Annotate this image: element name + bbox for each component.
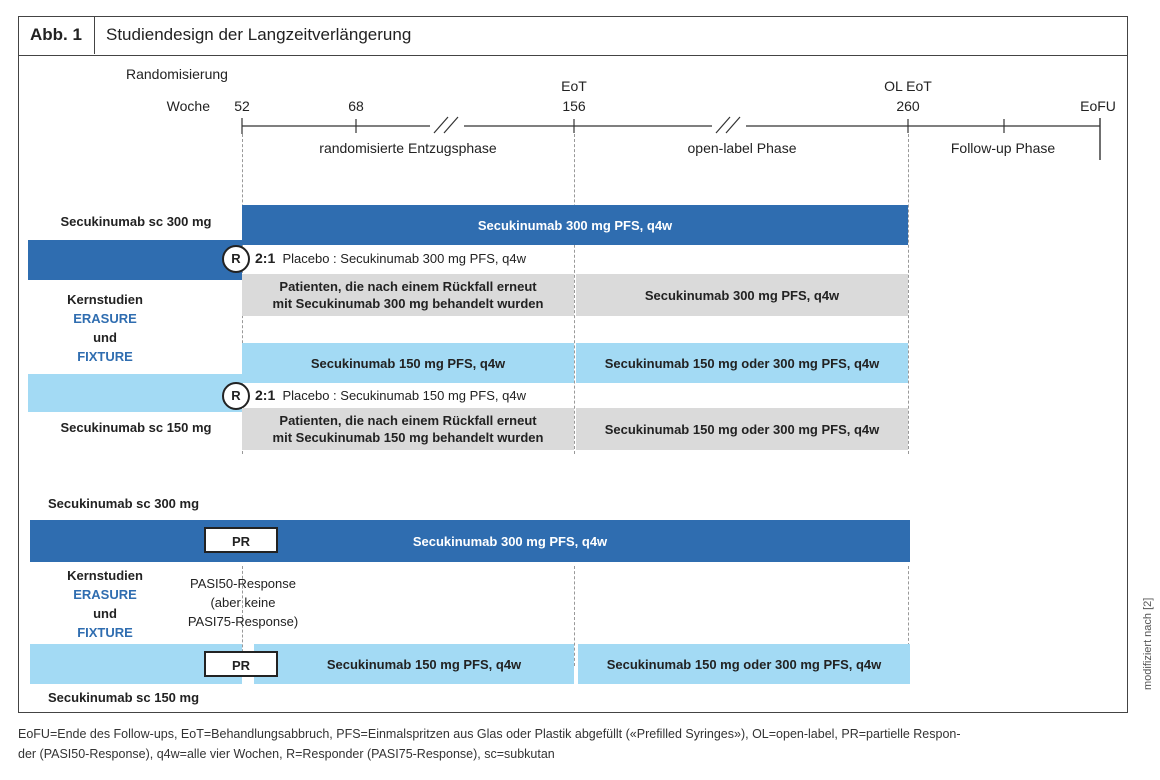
pr-arm-label-300: Secukinumab sc 300 mg bbox=[48, 496, 200, 511]
tick-top-ol-eot: OL EoT bbox=[884, 78, 932, 94]
arm-label-300: Secukinumab sc 300 mg bbox=[60, 214, 212, 229]
rand-text: Placebo : Secukinumab 300 mg PFS, q4w bbox=[282, 251, 526, 266]
phase-randomized-withdrawal: randomisierte Entzugsphase bbox=[319, 140, 497, 156]
phase-follow-up: Follow-up Phase bbox=[950, 140, 1056, 156]
core-studies-label bbox=[40, 290, 170, 366]
bar-relapse-150 bbox=[242, 408, 574, 450]
randomization-label: Randomisierung bbox=[126, 66, 228, 82]
pr-core-line1: Kernstudien bbox=[67, 568, 143, 583]
randomization-r-icon: R bbox=[222, 382, 250, 410]
pr-bar-300 bbox=[30, 520, 910, 562]
bar-relapse-150-open-label: Secukinumab 150 mg oder 300 mg PFS, q4w bbox=[576, 408, 908, 450]
guide-week-156 bbox=[574, 134, 575, 454]
relapse-300-line1: Patienten, die nach einem Rückfall erneut bbox=[279, 279, 537, 294]
pr-core-studies-label bbox=[40, 566, 170, 642]
tick-label-eofu: EoFU bbox=[1080, 98, 1116, 114]
pr-core-und: und bbox=[93, 606, 117, 621]
figure-title: Studiendesign der Langzeitverlängerung bbox=[106, 25, 412, 44]
core-bar-150 bbox=[28, 374, 242, 412]
pr-bar-150-text: Secukinumab 150 mg PFS, q4w bbox=[326, 656, 522, 672]
core-erasure: ERASURE bbox=[73, 311, 137, 326]
footnote-line2: der (PASI50-Response), q4w=alle vier Wochen, R=Responder (PASI75-Response), sc=subkutan bbox=[18, 747, 555, 761]
bar-secukinumab-150-open-label: Secukinumab 150 mg oder 300 mg PFS, q4w bbox=[576, 343, 908, 383]
randomization-300 bbox=[255, 250, 526, 266]
rand-ratio: 2:1 bbox=[255, 387, 276, 403]
relapse-150-line2: mit Secukinumab 150 mg behandelt wurden bbox=[272, 430, 544, 445]
pr-arm-label-150: Secukinumab sc 150 mg bbox=[48, 690, 200, 705]
relapse-300-line2: mit Secukinumab 300 mg behandelt wurden bbox=[272, 296, 544, 311]
bar-secukinumab-300: Secukinumab 300 mg PFS, q4w bbox=[242, 205, 908, 245]
footnote bbox=[18, 724, 1128, 764]
phase-open-label: open-label Phase bbox=[687, 140, 797, 156]
bar-secukinumab-150: Secukinumab 150 mg PFS, q4w bbox=[242, 343, 574, 383]
tick-label-68: 68 bbox=[348, 98, 364, 114]
guide-pr-260 bbox=[908, 566, 909, 646]
randomization-150 bbox=[255, 387, 526, 403]
randomization-r-icon: R bbox=[222, 245, 250, 273]
tick-label-52: 52 bbox=[234, 98, 250, 114]
footnote-line1: EoFU=Ende des Follow-ups, EoT=Behandlungsabbruch, PFS=Einmalspritzen aus Glas oder Plastik abgefüllt («Prefilled Syringes»), OL=open-label, PR=partielle Respon- bbox=[18, 727, 961, 741]
week-label: Woche bbox=[166, 98, 210, 114]
pr-box-150: PR bbox=[204, 651, 278, 677]
figure-tag: Abb. 1 bbox=[18, 16, 95, 54]
arm-label-150: Secukinumab sc 150 mg bbox=[60, 420, 212, 435]
source-note: modifiziert nach [2] bbox=[1142, 597, 1154, 690]
pr-box-300: PR bbox=[204, 527, 278, 553]
guide-pr-156 bbox=[574, 566, 575, 666]
pasi-note bbox=[178, 574, 308, 631]
tick-top-eot: EoT bbox=[561, 78, 587, 94]
pr-bar-150-open-label: Secukinumab 150 mg oder 300 mg PFS, q4w bbox=[578, 644, 910, 684]
tick-label-156: 156 bbox=[562, 98, 586, 114]
relapse-150-line1: Patienten, die nach einem Rückfall erneut bbox=[279, 413, 537, 428]
core-line1: Kernstudien bbox=[67, 292, 143, 307]
pr-bar-300-text: Secukinumab 300 mg PFS, q4w bbox=[412, 533, 608, 549]
pasi-note-line1: PASI50-Response bbox=[190, 576, 296, 591]
bar-relapse-300-open-label: Secukinumab 300 mg PFS, q4w bbox=[576, 274, 908, 316]
tick-label-260: 260 bbox=[896, 98, 920, 114]
rand-text: Placebo : Secukinumab 150 mg PFS, q4w bbox=[282, 388, 526, 403]
guide-week-260 bbox=[908, 134, 909, 454]
core-fixture: FIXTURE bbox=[77, 349, 133, 364]
rand-ratio: 2:1 bbox=[255, 250, 276, 266]
pr-core-erasure: ERASURE bbox=[73, 587, 137, 602]
pr-bar-150 bbox=[254, 644, 574, 684]
pasi-note-line2: (aber keine bbox=[210, 595, 276, 610]
pasi-note-line3: PASI75-Response) bbox=[187, 614, 299, 629]
core-bar-300 bbox=[28, 240, 242, 280]
core-und: und bbox=[93, 330, 117, 345]
bar-relapse-300 bbox=[242, 274, 574, 316]
pr-core-fixture: FIXTURE bbox=[77, 625, 133, 640]
